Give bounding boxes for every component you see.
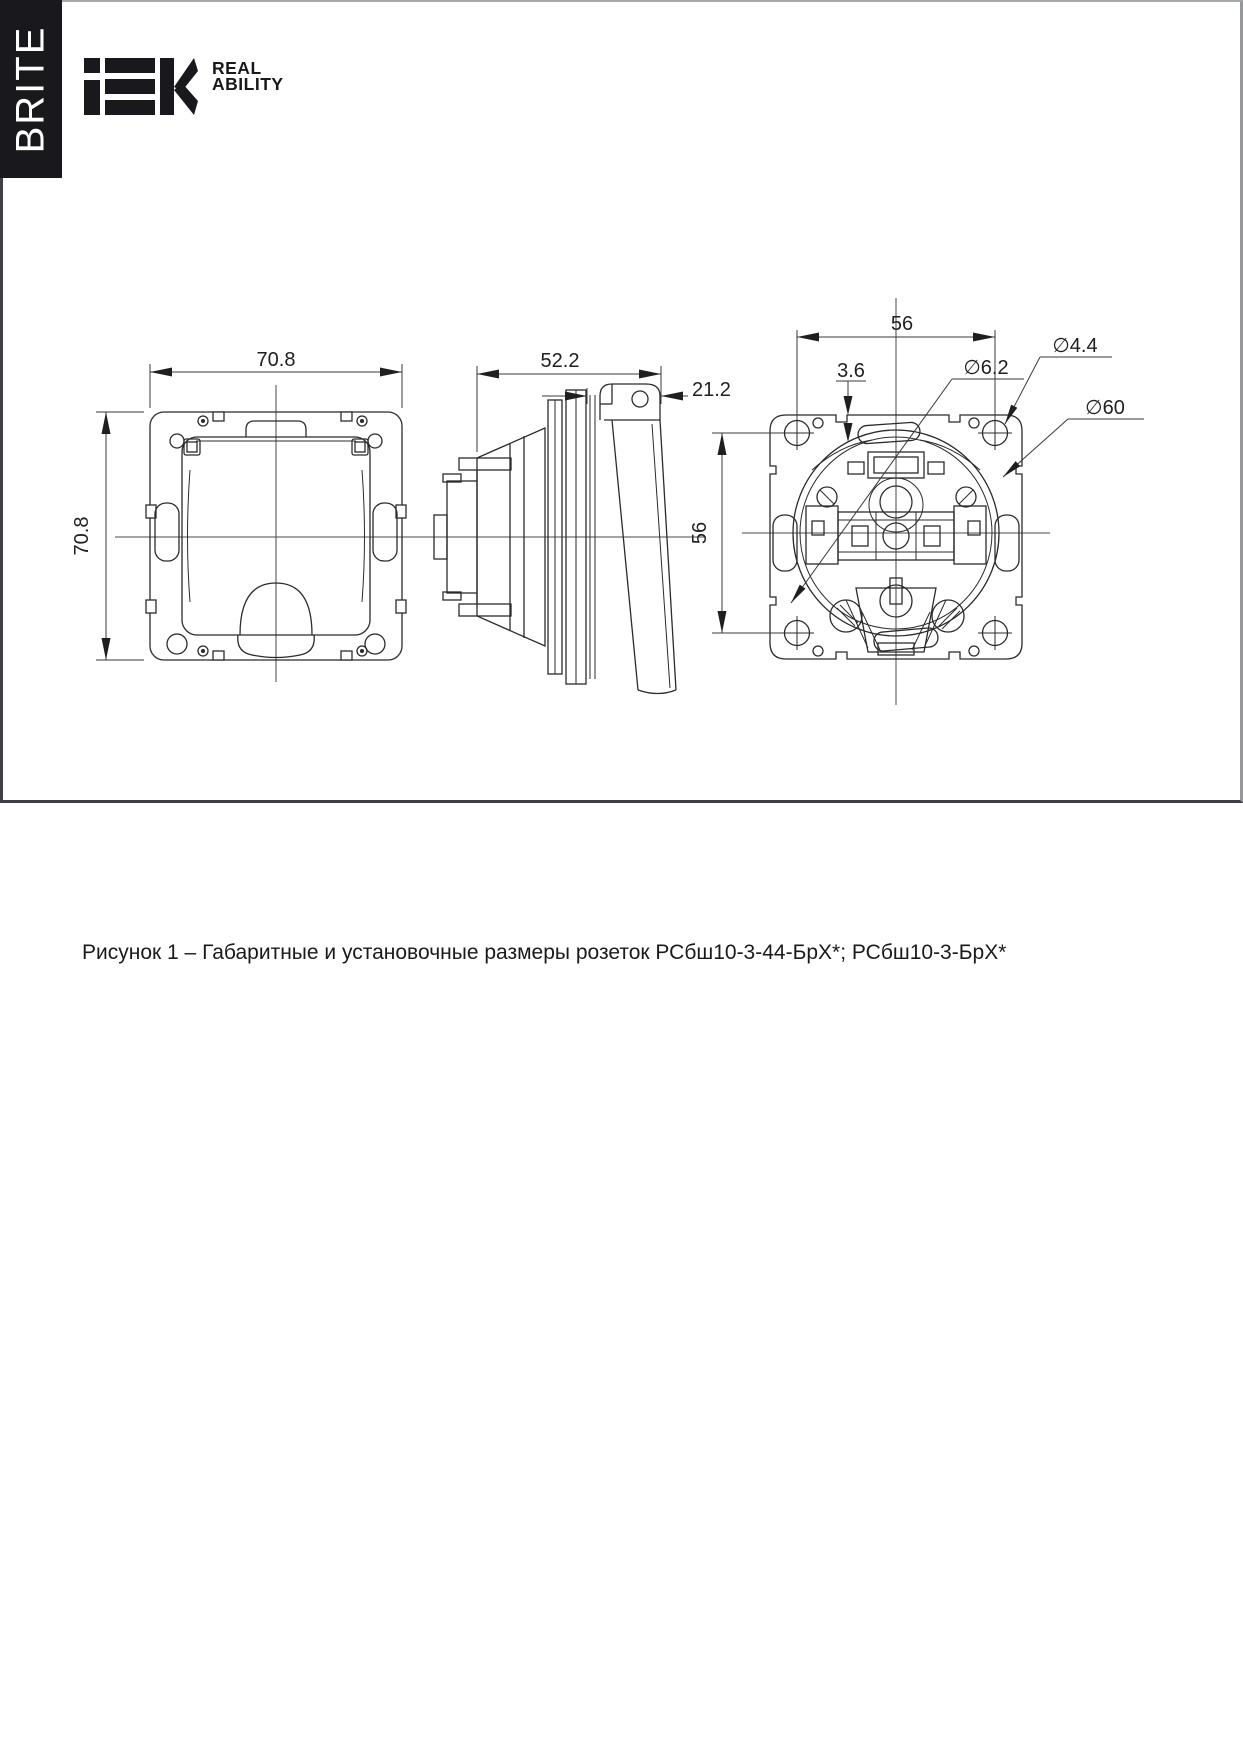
front-view-dimensions <box>71 349 402 660</box>
side-view-drawing <box>412 384 706 694</box>
iek-logo-icon <box>84 57 198 115</box>
logo-tagline-line2: ABILITY <box>212 74 284 94</box>
technical-drawings <box>0 0 1243 803</box>
dim-rear-span-h: 56 <box>890 313 914 335</box>
dim-rear-screw-dia: ∅6.2 <box>963 357 1009 379</box>
brand-bar <box>0 0 62 178</box>
dim-front-height: 70.8 <box>71 516 93 556</box>
side-view-dimensions <box>477 350 731 452</box>
dim-side-depth: 52.2 <box>540 350 580 372</box>
dim-side-lid-depth: 21.2 <box>692 379 731 401</box>
figure-caption: Рисунок 1 – Габаритные и установочные размеры розеток РСбш10-3-44-БрХ*; РСбш10-3-БрХ* <box>82 941 1007 964</box>
dim-rear-span-v: 56 <box>689 521 711 545</box>
logo <box>84 57 284 115</box>
logo-tagline-line1: REAL <box>212 58 262 78</box>
dim-front-width: 70.8 <box>256 349 296 371</box>
dim-rear-fix-dia: ∅4.4 <box>1052 335 1098 357</box>
dim-rear-gap: 3.6 <box>837 360 865 382</box>
front-view-drawing <box>115 385 440 682</box>
brand-bar-label: BRITE <box>8 25 53 153</box>
logo-tagline <box>212 57 284 115</box>
dim-rear-support-dia: ∅60 <box>1085 397 1125 419</box>
